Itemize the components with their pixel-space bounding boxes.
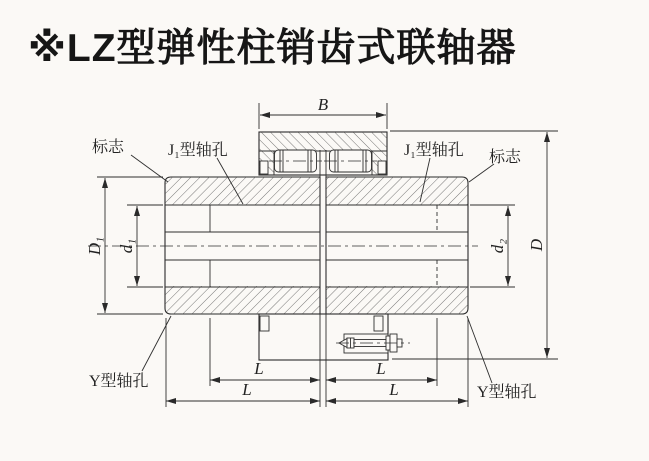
dim-label-L-row2-left: L	[242, 380, 252, 399]
dim-label-D1: D₁	[85, 236, 104, 256]
dimension-B	[259, 95, 387, 129]
label-j1-hole-right: J₁型轴孔	[404, 142, 464, 159]
page-title: ※LZ型弹性柱销齿式联轴器	[28, 27, 517, 70]
label-y-hole-left: Y型轴孔	[89, 373, 149, 390]
dim-label-L-row1-left: L	[254, 359, 264, 378]
dim-label-d1: d₁	[117, 238, 136, 254]
dim-label-d2: d₂	[488, 238, 507, 254]
right-half-coupling	[326, 177, 468, 314]
bottom-gear-sleeve	[259, 314, 402, 360]
dimension-L-group	[166, 318, 468, 407]
dim-label-L-row1-right: L	[376, 359, 386, 378]
dim-label-D: D	[527, 238, 546, 252]
label-j1-hole-left: J₁型轴孔	[168, 142, 228, 159]
coupling-junction-lines	[320, 150, 326, 407]
top-gear-sleeve	[259, 132, 387, 175]
label-mark-left: 标志	[92, 139, 125, 156]
label-y-hole-right: Y型轴孔	[477, 384, 537, 401]
dim-label-L-row2-right: L	[389, 380, 399, 399]
label-mark-right: 标志	[489, 149, 522, 166]
dim-label-B: B	[317, 95, 329, 114]
left-half-coupling	[165, 177, 320, 314]
